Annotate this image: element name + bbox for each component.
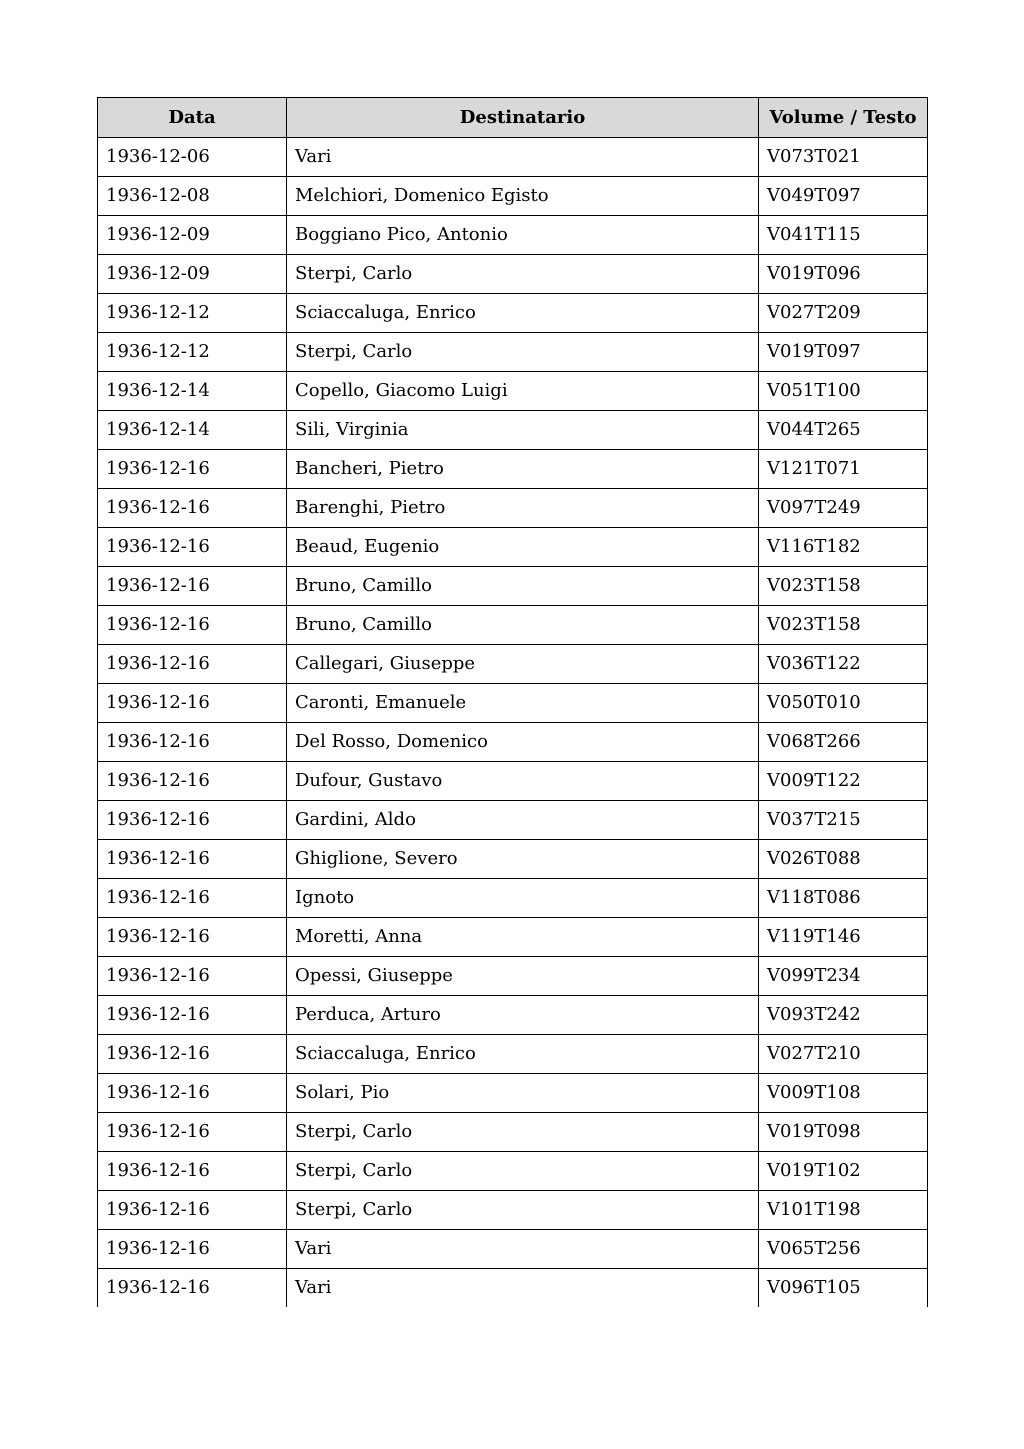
cell-recipient: Sterpi, Carlo xyxy=(287,255,759,294)
table-row xyxy=(98,333,928,372)
cell-recipient: Copello, Giacomo Luigi xyxy=(287,372,759,411)
table-row xyxy=(98,567,928,606)
table-row xyxy=(98,1269,928,1308)
cell-date: 1936-12-06 xyxy=(98,138,287,177)
cell-recipient: Opessi, Giuseppe xyxy=(287,957,759,996)
column-header-recipient: Destinatario xyxy=(287,98,759,138)
cell-recipient: Sterpi, Carlo xyxy=(287,1191,759,1230)
cell-date: 1936-12-08 xyxy=(98,177,287,216)
cell-recipient: Ghiglione, Severo xyxy=(287,840,759,879)
cell-recipient: Caronti, Emanuele xyxy=(287,684,759,723)
cell-volume: V096T105 xyxy=(759,1269,928,1308)
cell-volume: V044T265 xyxy=(759,411,928,450)
cell-recipient: Moretti, Anna xyxy=(287,918,759,957)
cell-recipient: Bruno, Camillo xyxy=(287,567,759,606)
table-row xyxy=(98,528,928,567)
table-row xyxy=(98,138,928,177)
cell-volume: V019T097 xyxy=(759,333,928,372)
cell-volume: V023T158 xyxy=(759,606,928,645)
cell-date: 1936-12-09 xyxy=(98,255,287,294)
cell-date: 1936-12-14 xyxy=(98,411,287,450)
table-row xyxy=(98,996,928,1035)
table-row xyxy=(98,216,928,255)
cell-volume: V065T256 xyxy=(759,1230,928,1269)
column-header-volume: Volume / Testo xyxy=(759,98,928,138)
cell-date: 1936-12-16 xyxy=(98,1035,287,1074)
cell-volume: V019T102 xyxy=(759,1152,928,1191)
cell-date: 1936-12-09 xyxy=(98,216,287,255)
cell-recipient: Bruno, Camillo xyxy=(287,606,759,645)
cell-date: 1936-12-16 xyxy=(98,1230,287,1269)
cell-recipient: Vari xyxy=(287,1269,759,1308)
cell-recipient: Callegari, Giuseppe xyxy=(287,645,759,684)
cell-date: 1936-12-16 xyxy=(98,762,287,801)
table-row xyxy=(98,801,928,840)
table-row xyxy=(98,1230,928,1269)
cell-volume: V121T071 xyxy=(759,450,928,489)
cell-date: 1936-12-16 xyxy=(98,450,287,489)
cell-volume: V119T146 xyxy=(759,918,928,957)
cell-volume: V027T210 xyxy=(759,1035,928,1074)
table-row xyxy=(98,450,928,489)
cell-volume: V050T010 xyxy=(759,684,928,723)
table-row xyxy=(98,1113,928,1152)
column-header-date: Data xyxy=(98,98,287,138)
cell-date: 1936-12-14 xyxy=(98,372,287,411)
cell-recipient: Sterpi, Carlo xyxy=(287,333,759,372)
table-row xyxy=(98,294,928,333)
cell-recipient: Sterpi, Carlo xyxy=(287,1113,759,1152)
cell-date: 1936-12-16 xyxy=(98,1074,287,1113)
cell-recipient: Solari, Pio xyxy=(287,1074,759,1113)
cell-date: 1936-12-16 xyxy=(98,1191,287,1230)
table-body xyxy=(98,138,928,1308)
table-row xyxy=(98,723,928,762)
cell-volume: V049T097 xyxy=(759,177,928,216)
cell-recipient: Sciaccaluga, Enrico xyxy=(287,294,759,333)
cell-recipient: Sili, Virginia xyxy=(287,411,759,450)
table-row xyxy=(98,1035,928,1074)
cell-recipient: Ignoto xyxy=(287,879,759,918)
cell-date: 1936-12-16 xyxy=(98,567,287,606)
cell-recipient: Sciaccaluga, Enrico xyxy=(287,1035,759,1074)
cell-volume: V037T215 xyxy=(759,801,928,840)
cell-recipient: Sterpi, Carlo xyxy=(287,1152,759,1191)
cell-volume: V093T242 xyxy=(759,996,928,1035)
cell-volume: V068T266 xyxy=(759,723,928,762)
cell-recipient: Perduca, Arturo xyxy=(287,996,759,1035)
cell-recipient: Vari xyxy=(287,1230,759,1269)
table-row xyxy=(98,606,928,645)
table-row xyxy=(98,372,928,411)
table-row xyxy=(98,1074,928,1113)
cell-volume: V116T182 xyxy=(759,528,928,567)
cell-recipient: Gardini, Aldo xyxy=(287,801,759,840)
cell-date: 1936-12-12 xyxy=(98,333,287,372)
header-row xyxy=(98,98,928,138)
cell-volume: V026T088 xyxy=(759,840,928,879)
cell-volume: V009T122 xyxy=(759,762,928,801)
table-row xyxy=(98,684,928,723)
cell-date: 1936-12-12 xyxy=(98,294,287,333)
cell-date: 1936-12-16 xyxy=(98,996,287,1035)
table-row xyxy=(98,762,928,801)
table-row xyxy=(98,879,928,918)
cell-volume: V019T096 xyxy=(759,255,928,294)
table-row xyxy=(98,489,928,528)
cell-recipient: Del Rosso, Domenico xyxy=(287,723,759,762)
cell-volume: V097T249 xyxy=(759,489,928,528)
table-row xyxy=(98,645,928,684)
cell-recipient: Vari xyxy=(287,138,759,177)
cell-date: 1936-12-16 xyxy=(98,489,287,528)
cell-date: 1936-12-16 xyxy=(98,645,287,684)
cell-recipient: Dufour, Gustavo xyxy=(287,762,759,801)
cell-recipient: Boggiano Pico, Antonio xyxy=(287,216,759,255)
table-row xyxy=(98,255,928,294)
cell-date: 1936-12-16 xyxy=(98,684,287,723)
table-header xyxy=(98,98,928,138)
cell-volume: V027T209 xyxy=(759,294,928,333)
cell-date: 1936-12-16 xyxy=(98,801,287,840)
table-row xyxy=(98,1152,928,1191)
cell-volume: V036T122 xyxy=(759,645,928,684)
cell-date: 1936-12-16 xyxy=(98,723,287,762)
cell-recipient: Barenghi, Pietro xyxy=(287,489,759,528)
cell-date: 1936-12-16 xyxy=(98,1269,287,1308)
cell-volume: V101T198 xyxy=(759,1191,928,1230)
table-row xyxy=(98,918,928,957)
table-row xyxy=(98,1191,928,1230)
cell-volume: V051T100 xyxy=(759,372,928,411)
letters-index-table xyxy=(97,97,928,1307)
table-row xyxy=(98,957,928,996)
table-row xyxy=(98,840,928,879)
cell-volume: V041T115 xyxy=(759,216,928,255)
cell-volume: V019T098 xyxy=(759,1113,928,1152)
cell-date: 1936-12-16 xyxy=(98,957,287,996)
cell-date: 1936-12-16 xyxy=(98,1113,287,1152)
cell-recipient: Bancheri, Pietro xyxy=(287,450,759,489)
cell-date: 1936-12-16 xyxy=(98,918,287,957)
cell-date: 1936-12-16 xyxy=(98,1152,287,1191)
cell-date: 1936-12-16 xyxy=(98,606,287,645)
cell-date: 1936-12-16 xyxy=(98,879,287,918)
cell-recipient: Melchiori, Domenico Egisto xyxy=(287,177,759,216)
cell-volume: V073T021 xyxy=(759,138,928,177)
cell-date: 1936-12-16 xyxy=(98,528,287,567)
table-row xyxy=(98,411,928,450)
table-row xyxy=(98,177,928,216)
cell-date: 1936-12-16 xyxy=(98,840,287,879)
cell-recipient: Beaud, Eugenio xyxy=(287,528,759,567)
cell-volume: V118T086 xyxy=(759,879,928,918)
cell-volume: V009T108 xyxy=(759,1074,928,1113)
cell-volume: V099T234 xyxy=(759,957,928,996)
cell-volume: V023T158 xyxy=(759,567,928,606)
